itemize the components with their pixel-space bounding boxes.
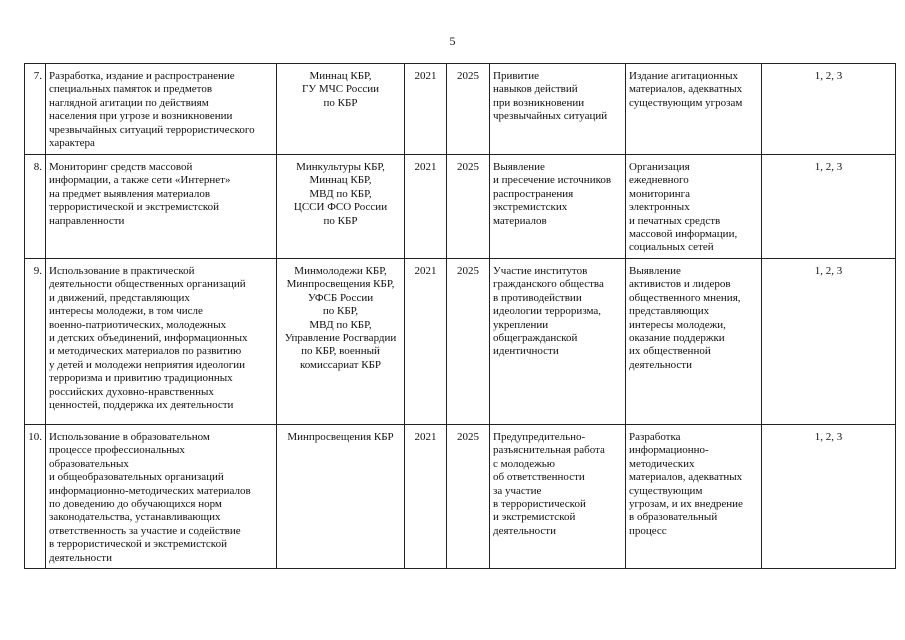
measure-cell-line: военно-патриотических, молодежных [49, 318, 227, 331]
goal-cell-line: идеологии терроризма, [493, 305, 602, 318]
result-cell-line: общественного мнения, [629, 291, 741, 304]
result-cell-line: угрозам, и их внедрение [629, 498, 743, 511]
row-number: 7. [25, 64, 46, 155]
executors-cell-line: УФСБ России [307, 291, 374, 304]
goal-cell [490, 64, 626, 155]
goal-cell-line: Предупредительно- [493, 431, 586, 443]
goal-cell-line: Выявление [493, 161, 545, 173]
result-cell-line: методических [629, 457, 695, 470]
result-cell-line: электронных [629, 201, 690, 214]
measure-cell-line: Мониторинг средств массовой [49, 161, 193, 173]
goal-cell-line: с молодежью [493, 457, 555, 470]
measure-cell-line: деятельности общественных организаций [49, 278, 246, 291]
table-row [25, 425, 896, 569]
measure-cell [46, 155, 277, 259]
goal-cell-line: разъяснительная работа [493, 444, 605, 457]
goal-cell-line: гражданского общества [493, 278, 604, 291]
goal-cell-line: об ответственности [493, 471, 585, 484]
result-cell [626, 155, 762, 259]
goal-cell-line: в террористической [493, 498, 586, 511]
result-cell-line: Разработка [629, 431, 681, 443]
executors-cell-line: комиссариат КБР [299, 358, 382, 371]
measure-cell-line: чрезвычайных ситуаций террористического [49, 123, 255, 136]
measure-cell-line: образовательных [49, 457, 129, 470]
result-cell-line: существующим угрозам [629, 96, 743, 109]
codes-cell: 1, 2, 3 [762, 155, 896, 259]
row-number: 10. [25, 425, 46, 569]
goal-cell [490, 155, 626, 259]
goal-cell [490, 259, 626, 425]
result-cell-line: интересы молодежи, [629, 318, 726, 331]
executors-cell-line: Управление Росгвардии [284, 332, 397, 345]
measure-cell-line: наглядной агитации по действиям [49, 96, 209, 109]
executors-cell-line: по КБР, [322, 305, 359, 318]
start-year-cell: 2021 [405, 64, 447, 155]
executors-cell-line: Минмолодежи КБР, [294, 265, 387, 277]
result-cell [626, 259, 762, 425]
executors-cell-line: Минпросвещения КБР, [286, 278, 395, 291]
end-year-cell: 2025 [447, 259, 490, 425]
measure-cell-line: и общеобразовательных организаций [49, 471, 224, 484]
executors-cell-line: Минпросвещения КБР [287, 431, 394, 443]
result-cell-line: активистов и лидеров [629, 278, 731, 291]
goal-cell-line: распространения [493, 187, 574, 200]
measure-cell-line: у детей и молодежи неприятия идеологии [49, 358, 245, 371]
executors-cell-line: Миннац КБР, [309, 70, 372, 82]
result-cell-line: в образовательный [629, 511, 718, 524]
measure-cell-line: направленности [49, 214, 125, 227]
measure-cell-line: специальных памяток и предметов [49, 83, 213, 96]
executors-cell-line: ЦССИ ФСО России [293, 201, 388, 214]
measure-cell-line: и методических материалов по развитию [49, 345, 242, 358]
row-number: 9. [25, 259, 46, 425]
result-cell-line: оказание поддержки [629, 332, 725, 345]
start-year-cell: 2021 [405, 425, 447, 569]
measure-cell-line: ответственность за участие и содействие [49, 524, 241, 537]
result-cell-line: процесс [629, 524, 667, 537]
executors-cell-line: по КБР, военный [301, 345, 380, 358]
codes-cell: 1, 2, 3 [762, 425, 896, 569]
goal-cell-line: в противодействии [493, 291, 582, 304]
page-number: 5 [449, 34, 456, 48]
result-cell-line: массовой информации, [629, 228, 738, 241]
measure-cell-line: информационно-методических материалов [49, 484, 251, 497]
goal-cell-line: общегражданской [493, 332, 578, 345]
executors-cell [277, 64, 405, 155]
measure-cell-line: характера [49, 137, 95, 150]
result-cell-line: ежедневного [629, 174, 689, 187]
result-cell-line: деятельности [629, 358, 692, 371]
result-cell-line: Издание агитационных [629, 70, 739, 82]
goal-cell [490, 425, 626, 569]
result-cell-line: представляющих [629, 305, 710, 318]
codes-cell: 1, 2, 3 [762, 259, 896, 425]
measure-cell-line: и движений, представляющих [49, 291, 190, 304]
measure-cell-line: терроризма и привитию традиционных [49, 372, 233, 385]
end-year-cell: 2025 [447, 64, 490, 155]
goal-cell-line: за участие [493, 484, 542, 497]
executors-cell-line: по КБР [323, 214, 358, 227]
end-year-cell: 2025 [447, 155, 490, 259]
measure-cell-line: Разработка, издание и распространение [49, 70, 235, 82]
end-year-cell: 2025 [447, 425, 490, 569]
executors-cell-line: Минкультуры КБР, [296, 161, 385, 173]
goal-cell-line: материалов [493, 214, 547, 227]
goal-cell-line: деятельности [493, 524, 556, 537]
result-cell-line: материалов, адекватных [629, 471, 743, 484]
table-row [25, 259, 896, 425]
measure-cell-line: на предмет выявления материалов [49, 187, 211, 200]
measure-cell-line: ценностей, поддержка их деятельности [49, 399, 234, 412]
measure-cell-line: интересы молодежи, в том числе [49, 305, 203, 318]
result-cell [626, 64, 762, 155]
result-cell-line: и печатных средств [629, 214, 721, 227]
measure-cell-line: по доведению до обучающихся норм [49, 498, 222, 511]
measure-cell-line: Использование в образовательном [49, 431, 210, 443]
measure-cell-line: населения при угрозе и возникновении [49, 110, 233, 123]
executors-cell-line: по КБР [323, 96, 358, 109]
measures-table [24, 63, 896, 569]
goal-cell-line: экстремистских [493, 201, 568, 214]
measure-cell-line: Использование в практической [49, 265, 195, 277]
measure-cell-line: в террористической и экстремистской [49, 538, 227, 551]
start-year-cell: 2021 [405, 259, 447, 425]
executors-cell [277, 155, 405, 259]
goal-cell-line: при возникновении [493, 96, 585, 109]
goal-cell-line: Привитие [493, 70, 539, 82]
executors-cell [277, 259, 405, 425]
measure-cell-line: процессе профессиональных [49, 444, 185, 457]
result-cell [626, 425, 762, 569]
goal-cell-line: Участие институтов [493, 265, 588, 277]
result-cell-line: Выявление [629, 265, 681, 277]
goal-cell-line: и пресечение источников [493, 174, 612, 187]
executors-cell [277, 425, 405, 569]
start-year-cell: 2021 [405, 155, 447, 259]
table-row [25, 64, 896, 155]
table-body [25, 64, 896, 569]
result-cell-line: существующим [629, 484, 703, 497]
measure-cell-line: и детских объединений, информационных [49, 332, 248, 345]
executors-cell-line: МВД по КБР, [309, 187, 372, 200]
measure-cell-line: законодательства, устанавливающих [49, 511, 221, 524]
measure-cell [46, 259, 277, 425]
result-cell-line: Организация [629, 161, 690, 173]
goal-cell-line: навыков действий [493, 83, 578, 96]
goal-cell-line: и экстремистской [493, 511, 576, 524]
measure-cell-line: террористической и экстремистской [49, 201, 220, 214]
table-row [25, 155, 896, 259]
measure-cell-line: информации, а также сети «Интернет» [49, 174, 231, 187]
result-cell-line: их общественной [629, 345, 711, 358]
result-cell-line: материалов, адекватных [629, 83, 743, 96]
goal-cell-line: укреплении [493, 318, 549, 331]
measure-cell [46, 64, 277, 155]
measure-cell [46, 425, 277, 569]
row-number: 8. [25, 155, 46, 259]
measure-cell-line: российских духовно-нравственных [49, 385, 214, 398]
goal-cell-line: чрезвычайных ситуаций [493, 110, 608, 123]
result-cell-line: социальных сетей [629, 241, 714, 254]
result-cell-line: информационно- [629, 444, 709, 457]
measure-cell-line: деятельности [49, 551, 112, 564]
executors-cell-line: МВД по КБР, [309, 318, 372, 331]
goal-cell-line: идентичности [493, 345, 559, 358]
codes-cell: 1, 2, 3 [762, 64, 896, 155]
executors-cell-line: ГУ МЧС России [301, 83, 380, 96]
result-cell-line: мониторинга [629, 187, 691, 200]
executors-cell-line: Миннац КБР, [309, 174, 372, 187]
